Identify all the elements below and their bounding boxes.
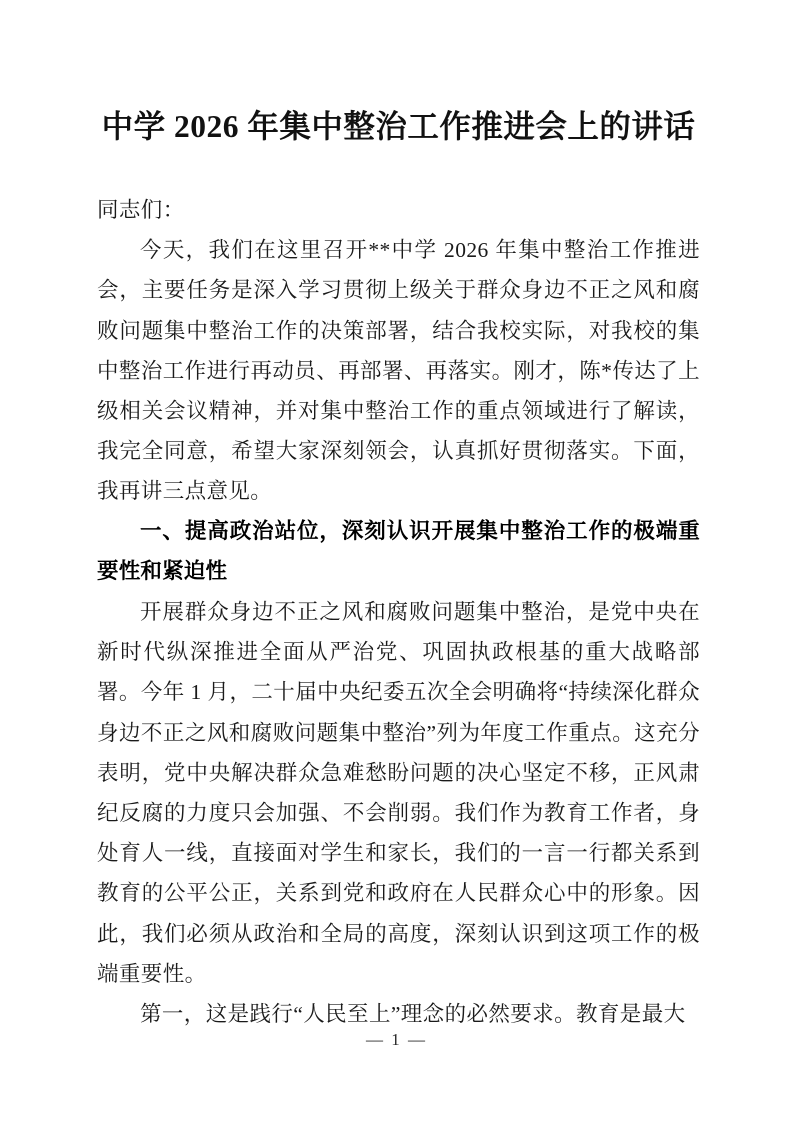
opening-paragraph: 今天，我们在这里召开**中学 2026 年集中整治工作推进会，主要任务是深入学习贯彻上级关于群众身边不正之风和腐败问题集中整治工作的决策部署，结合我校实际，对我校的集中整治工作进行再动员、再部署、再落实。刚才，陈*传达了上级相关会议精神，并对集中整治工作的重点领域进行了解读，我完全同意，希望大家深刻领会，认真抓好贯彻落实。下面，我再讲三点意见。 <box>97 238 700 504</box>
salutation: 同志们： <box>97 198 185 222</box>
page-number-footer: — 1 — <box>366 1030 427 1049</box>
section-1-paragraph-2: 第一，这是践行“人民至上”理念的必然要求。教育是最大 <box>140 1002 686 1027</box>
section-1-paragraph-1: 开展群众身边不正之风和腐败问题集中整治，是党中央在新时代纵深推进全面从严治党、巩固执政根基的重大战略部署。今年 1 月，二十届中央纪委五次全会明确将“持续深化群众身边不正之风和腐败问题集中整治”列为年度工作重点。这充分表明，党中央解决群众急难愁盼问题的决心坚定不移，正风肃纪反腐的力度只会加强、不会削弱。我们作为教育工作者，身处育人一线，直接面对学生和家长，我们的一言一行都关系到教育的公平公正，关系到党和政府在人民群众心中的形象。因此，我们必须从政治和全局的高度，深刻认识到这项工作的极端重要性。 <box>97 600 700 986</box>
document-content <box>97 104 700 1034</box>
document-body <box>97 190 700 1034</box>
section-heading-1: 一、提高政治站位，深刻认识开展集中整治工作的极端重要性和紧迫性 <box>97 518 700 584</box>
page-title: 中学 2026 年集中整治工作推进会上的讲话 <box>101 109 696 144</box>
